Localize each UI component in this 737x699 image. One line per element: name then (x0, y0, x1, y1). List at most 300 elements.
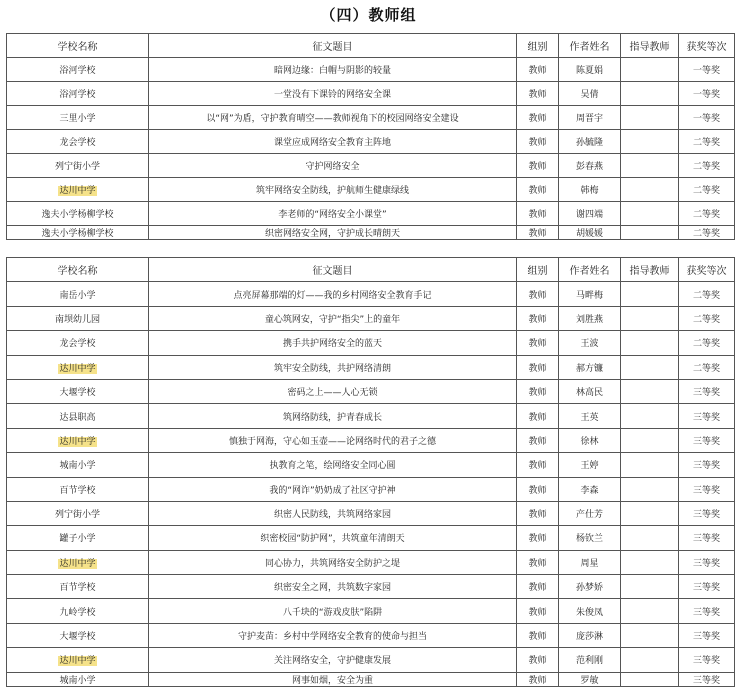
cell-advisor (621, 58, 679, 82)
table-row (7, 130, 735, 154)
cell-essay-title (149, 575, 517, 599)
cell-school (7, 178, 149, 202)
cell-essay-title-text: 李老师的“网络安全小课堂” (278, 210, 387, 220)
cell-school-text: 达县职高 (59, 412, 96, 423)
table-row (7, 282, 735, 306)
header-essay-title: 征文题目 (149, 34, 517, 58)
table-row (7, 428, 735, 452)
highlighted-school-name: 达川中学 (59, 363, 96, 374)
cell-award-text: 三等奖 (692, 436, 720, 447)
cell-school (7, 226, 149, 240)
cell-essay-title (149, 404, 517, 428)
cell-essay-title-text: 织密校园“防护网”，共筑童年清朗天 (260, 534, 405, 545)
table-row (7, 501, 735, 525)
highlighted-school-name: 达川中学 (59, 186, 96, 196)
cell-award-text: 三等奖 (692, 388, 720, 399)
cell-essay-title-text: 密码之上——人心无锁 (287, 388, 378, 399)
cell-group-text: 教师 (528, 66, 547, 76)
cell-group (517, 178, 559, 202)
cell-essay-title (149, 599, 517, 623)
cell-school-text: 城南小学 (59, 675, 96, 686)
cell-group-text: 教师 (528, 162, 547, 172)
table-row (7, 623, 735, 647)
table-row (7, 599, 735, 623)
table-row (7, 477, 735, 501)
cell-author (559, 226, 621, 240)
cell-advisor (621, 379, 679, 403)
cell-author-text: 杨钦兰 (575, 534, 603, 545)
cell-award-text: 三等奖 (692, 558, 720, 569)
cell-author-text: 胡媛媛 (575, 229, 603, 239)
cell-essay-title-text: 守护麦苗：乡村中学网络安全教育的使命与担当 (237, 632, 427, 643)
cell-author-text: 马畔梅 (575, 290, 603, 301)
cell-advisor (621, 526, 679, 550)
cell-essay-title-text: 执教育之笔，绘网络安全同心圆 (269, 461, 396, 472)
cell-award-text: 三等奖 (692, 510, 720, 521)
cell-author-text: 孙毓隆 (575, 138, 603, 148)
cell-group (517, 404, 559, 428)
cell-school (7, 453, 149, 477)
cell-school-text: 南坝幼儿园 (54, 314, 100, 325)
cell-essay-title-text: 关注网络安全，守护健康发展 (273, 656, 391, 667)
cell-award (679, 550, 735, 574)
cell-school-text: 龙会学校 (59, 339, 96, 350)
cell-award-text: 三等奖 (692, 607, 720, 618)
teacher-award-table-1 (6, 33, 735, 240)
cell-group (517, 106, 559, 130)
cell-group-text: 教师 (528, 485, 547, 496)
cell-author-text: 范利刚 (575, 656, 603, 667)
cell-school (7, 672, 149, 686)
cell-award (679, 526, 735, 550)
cell-school (7, 282, 149, 306)
cell-group (517, 648, 559, 672)
cell-award (679, 501, 735, 525)
cell-group-text: 教师 (528, 412, 547, 423)
cell-author (559, 306, 621, 330)
cell-group (517, 331, 559, 355)
cell-essay-title (149, 453, 517, 477)
cell-essay-title-text: 筑牢安全防线，共护网络清朗 (273, 363, 391, 374)
cell-school-text: 城南小学 (59, 461, 96, 472)
cell-group (517, 355, 559, 379)
table-row (7, 648, 735, 672)
table-row (7, 331, 735, 355)
table-row (7, 453, 735, 477)
cell-school-text: 三里小学 (59, 114, 96, 124)
cell-school (7, 477, 149, 501)
cell-school (7, 599, 149, 623)
cell-advisor (621, 202, 679, 226)
table-row (7, 226, 735, 240)
cell-essay-title-text: 一堂没有下课铃的网络安全课 (273, 90, 391, 100)
table-header-row (7, 258, 735, 282)
cell-school (7, 428, 149, 452)
cell-advisor (621, 575, 679, 599)
cell-advisor (621, 648, 679, 672)
cell-school-text: 列宁街小学 (54, 510, 100, 521)
table-row (7, 178, 735, 202)
cell-school (7, 575, 149, 599)
cell-group-text: 教师 (528, 186, 547, 196)
cell-award (679, 648, 735, 672)
cell-author (559, 178, 621, 202)
cell-award (679, 428, 735, 452)
cell-school (7, 82, 149, 106)
cell-essay-title (149, 672, 517, 686)
cell-author (559, 355, 621, 379)
cell-award-text: 三等奖 (692, 675, 720, 686)
cell-advisor (621, 453, 679, 477)
cell-advisor (621, 355, 679, 379)
cell-award (679, 575, 735, 599)
header-school: 学校名称 (7, 258, 149, 282)
cell-essay-title (149, 355, 517, 379)
cell-award (679, 202, 735, 226)
cell-group (517, 428, 559, 452)
cell-award-text: 三等奖 (692, 412, 720, 423)
cell-advisor (621, 282, 679, 306)
cell-author (559, 453, 621, 477)
cell-school (7, 331, 149, 355)
cell-essay-title-text: 筑网络防线，护青春成长 (282, 412, 382, 423)
cell-author (559, 501, 621, 525)
cell-essay-title (149, 428, 517, 452)
cell-award-text: 二等奖 (692, 186, 720, 196)
cell-essay-title-text: 童心筑网安，守护“指尖”上的童年 (264, 314, 401, 325)
cell-advisor (621, 672, 679, 686)
cell-author-text: 刘胜燕 (575, 314, 603, 325)
table-row (7, 672, 735, 686)
cell-group (517, 130, 559, 154)
table-row (7, 355, 735, 379)
cell-award (679, 282, 735, 306)
cell-essay-title (149, 226, 517, 240)
cell-author (559, 623, 621, 647)
highlighted-school-name: 达川中学 (59, 436, 96, 447)
cell-essay-title (149, 58, 517, 82)
cell-award (679, 58, 735, 82)
cell-essay-title (149, 477, 517, 501)
header-group: 组别 (517, 258, 559, 282)
teacher-award-table-2 (6, 257, 735, 687)
cell-essay-title-text: 我的“网诈”奶奶成了社区守护神 (269, 485, 396, 496)
cell-essay-title-text: 守护网络安全 (305, 162, 360, 172)
table-row (7, 526, 735, 550)
table-row (7, 404, 735, 428)
cell-school-text: 浴河学校 (59, 66, 96, 76)
cell-essay-title (149, 130, 517, 154)
cell-award-text: 二等奖 (692, 314, 720, 325)
cell-school-text: 大堰学校 (59, 388, 96, 399)
cell-author (559, 575, 621, 599)
cell-school (7, 501, 149, 525)
cell-group-text: 教师 (528, 558, 547, 569)
table-row (7, 154, 735, 178)
table-row (7, 379, 735, 403)
cell-advisor (621, 178, 679, 202)
cell-group-text: 教师 (528, 583, 547, 594)
cell-author (559, 550, 621, 574)
cell-award (679, 599, 735, 623)
cell-author-text: 罗敏 (580, 675, 599, 686)
cell-essay-title (149, 178, 517, 202)
cell-advisor (621, 477, 679, 501)
header-author: 作者姓名 (559, 258, 621, 282)
header-school: 学校名称 (7, 34, 149, 58)
cell-group (517, 58, 559, 82)
cell-essay-title (149, 648, 517, 672)
table-row (7, 550, 735, 574)
cell-essay-title (149, 202, 517, 226)
cell-author-text: 林高民 (575, 388, 603, 399)
cell-award (679, 623, 735, 647)
cell-award (679, 154, 735, 178)
cell-essay-title (149, 82, 517, 106)
cell-school-text: 逸夫小学杨柳学校 (41, 229, 114, 239)
cell-group-text: 教师 (528, 656, 547, 667)
cell-author-text: 王婷 (580, 461, 599, 472)
cell-group (517, 306, 559, 330)
cell-group (517, 154, 559, 178)
cell-author-text: 韩梅 (580, 186, 599, 196)
cell-essay-title (149, 623, 517, 647)
cell-school (7, 130, 149, 154)
cell-award-text: 三等奖 (692, 632, 720, 643)
cell-author (559, 202, 621, 226)
cell-essay-title-text: 以“网”为盾，守护教育晴空——教师视角下的校园网络安全建设 (206, 114, 459, 124)
table-row (7, 82, 735, 106)
cell-group-text: 教师 (528, 675, 547, 686)
cell-school (7, 154, 149, 178)
cell-author-text: 徐林 (580, 436, 599, 447)
cell-author-text: 庞莎淋 (575, 632, 603, 643)
cell-advisor (621, 599, 679, 623)
cell-group-text: 教师 (528, 461, 547, 472)
cell-author-text: 陈夏娟 (575, 66, 603, 76)
header-advisor: 指导教师 (621, 34, 679, 58)
cell-school-text: 百节学校 (59, 583, 96, 594)
cell-author (559, 599, 621, 623)
cell-group-text: 教师 (528, 436, 547, 447)
cell-award (679, 331, 735, 355)
cell-author-text: 谢四端 (575, 210, 603, 220)
cell-award-text: 二等奖 (692, 138, 720, 148)
cell-group-text: 教师 (528, 534, 547, 545)
table-row (7, 58, 735, 82)
table-header-row (7, 34, 735, 58)
cell-group-text: 教师 (528, 388, 547, 399)
cell-school (7, 58, 149, 82)
cell-author-text: 产仕芳 (575, 510, 603, 521)
cell-group-text: 教师 (528, 210, 547, 220)
cell-school (7, 355, 149, 379)
header-award: 获奖等次 (679, 258, 735, 282)
cell-group (517, 82, 559, 106)
cell-essay-title (149, 331, 517, 355)
cell-essay-title-text: 织密人民防线，共筑网络家园 (273, 510, 391, 521)
cell-award (679, 355, 735, 379)
cell-group (517, 526, 559, 550)
cell-group (517, 202, 559, 226)
cell-author (559, 282, 621, 306)
cell-award-text: 一等奖 (692, 66, 720, 76)
cell-award-text: 一等奖 (692, 90, 720, 100)
cell-group (517, 379, 559, 403)
cell-essay-title (149, 106, 517, 130)
cell-author (559, 648, 621, 672)
cell-author-text: 彭春燕 (575, 162, 603, 172)
table-row (7, 306, 735, 330)
cell-group-text: 教师 (528, 607, 547, 618)
cell-group-text: 教师 (528, 314, 547, 325)
cell-author (559, 154, 621, 178)
cell-school (7, 306, 149, 330)
cell-award-text: 二等奖 (692, 339, 720, 350)
cell-author (559, 58, 621, 82)
cell-author (559, 477, 621, 501)
cell-author-text: 王波 (580, 339, 599, 350)
cell-award (679, 379, 735, 403)
cell-author-text: 周晋宇 (575, 114, 603, 124)
cell-award-text: 一等奖 (692, 114, 720, 124)
cell-advisor (621, 501, 679, 525)
cell-school-text: 九岭学校 (59, 607, 96, 618)
cell-award-text: 二等奖 (692, 290, 720, 301)
cell-school (7, 526, 149, 550)
cell-group-text: 教师 (528, 138, 547, 148)
cell-award (679, 453, 735, 477)
cell-author (559, 672, 621, 686)
highlighted-school-name: 达川中学 (59, 656, 96, 667)
cell-advisor (621, 226, 679, 240)
cell-school (7, 106, 149, 130)
cell-essay-title-text: 课堂应成网络安全教育主阵地 (273, 138, 391, 148)
cell-award-text: 二等奖 (692, 210, 720, 220)
cell-group-text: 教师 (528, 229, 547, 239)
cell-author-text: 李森 (580, 485, 599, 496)
cell-advisor (621, 623, 679, 647)
table-row (7, 202, 735, 226)
cell-author (559, 428, 621, 452)
cell-group-text: 教师 (528, 339, 547, 350)
cell-school-text: 大堰学校 (59, 632, 96, 643)
cell-school-text: 龙会学校 (59, 138, 96, 148)
header-group: 组别 (517, 34, 559, 58)
cell-group-text: 教师 (528, 290, 547, 301)
cell-award (679, 226, 735, 240)
highlighted-school-name: 达川中学 (59, 558, 96, 569)
cell-award-text: 二等奖 (692, 229, 720, 239)
cell-author-text: 王英 (580, 412, 599, 423)
cell-group-text: 教师 (528, 510, 547, 521)
cell-school (7, 404, 149, 428)
cell-essay-title-text: 织密安全之网，共筑数字家园 (273, 583, 391, 594)
cell-group-text: 教师 (528, 363, 547, 374)
cell-advisor (621, 130, 679, 154)
cell-essay-title-text: 网事如烟，安全为重 (291, 675, 373, 686)
cell-advisor (621, 306, 679, 330)
cell-essay-title-text: 八千块的“游戏皮肤”陷阱 (282, 607, 383, 618)
cell-advisor (621, 82, 679, 106)
cell-essay-title (149, 550, 517, 574)
cell-group (517, 599, 559, 623)
cell-advisor (621, 428, 679, 452)
cell-advisor (621, 404, 679, 428)
cell-group (517, 623, 559, 647)
cell-group (517, 477, 559, 501)
cell-group-text: 教师 (528, 632, 547, 643)
cell-award-text: 三等奖 (692, 461, 720, 472)
cell-advisor (621, 106, 679, 130)
cell-award (679, 404, 735, 428)
cell-group (517, 501, 559, 525)
cell-group (517, 282, 559, 306)
cell-award (679, 178, 735, 202)
cell-group-text: 教师 (528, 114, 547, 124)
cell-essay-title (149, 379, 517, 403)
header-essay-title: 征文题目 (149, 258, 517, 282)
cell-author (559, 404, 621, 428)
cell-group (517, 226, 559, 240)
header-award: 获奖等次 (679, 34, 735, 58)
cell-award-text: 三等奖 (692, 534, 720, 545)
cell-award-text: 二等奖 (692, 162, 720, 172)
cell-advisor (621, 331, 679, 355)
cell-school-text: 罐子小学 (59, 534, 96, 545)
cell-author-text: 吴倩 (580, 90, 599, 100)
cell-award-text: 三等奖 (692, 583, 720, 594)
cell-essay-title-text: 筑牢网络安全防线，护航师生健康绿线 (255, 186, 409, 196)
cell-author (559, 526, 621, 550)
cell-author-text: 周星 (580, 558, 599, 569)
cell-essay-title-text: 点亮屏幕那端的灯——我的乡村网络安全教育手记 (233, 290, 432, 301)
cell-award (679, 477, 735, 501)
cell-essay-title (149, 306, 517, 330)
cell-award-text: 二等奖 (692, 363, 720, 374)
cell-author (559, 331, 621, 355)
table-row (7, 106, 735, 130)
cell-award (679, 82, 735, 106)
cell-school (7, 623, 149, 647)
cell-author (559, 106, 621, 130)
header-author: 作者姓名 (559, 34, 621, 58)
header-advisor: 指导教师 (621, 258, 679, 282)
cell-school-text: 逸夫小学杨柳学校 (41, 210, 114, 220)
section-title: （四）教师组 (320, 6, 417, 24)
cell-award (679, 106, 735, 130)
cell-author (559, 82, 621, 106)
cell-essay-title (149, 154, 517, 178)
cell-school-text: 浴河学校 (59, 90, 96, 100)
cell-group (517, 550, 559, 574)
table-row (7, 575, 735, 599)
cell-essay-title-text: 同心协力，共筑网络安全防护之堤 (264, 558, 400, 569)
cell-award (679, 306, 735, 330)
cell-school (7, 202, 149, 226)
cell-essay-title-text: 暗网边缘：白帽与阴影的较量 (273, 66, 391, 76)
cell-award-text: 三等奖 (692, 485, 720, 496)
cell-group (517, 453, 559, 477)
cell-advisor (621, 550, 679, 574)
cell-essay-title-text: 慎独于网海，守心如玉壶——论网络时代的君子之德 (228, 436, 436, 447)
cell-school-text: 百节学校 (59, 485, 96, 496)
cell-school (7, 648, 149, 672)
cell-author (559, 130, 621, 154)
cell-essay-title-text: 织密网络安全网，守护成长晴朗天 (264, 229, 400, 239)
cell-group-text: 教师 (528, 90, 547, 100)
cell-author-text: 朱俊凤 (575, 607, 603, 618)
